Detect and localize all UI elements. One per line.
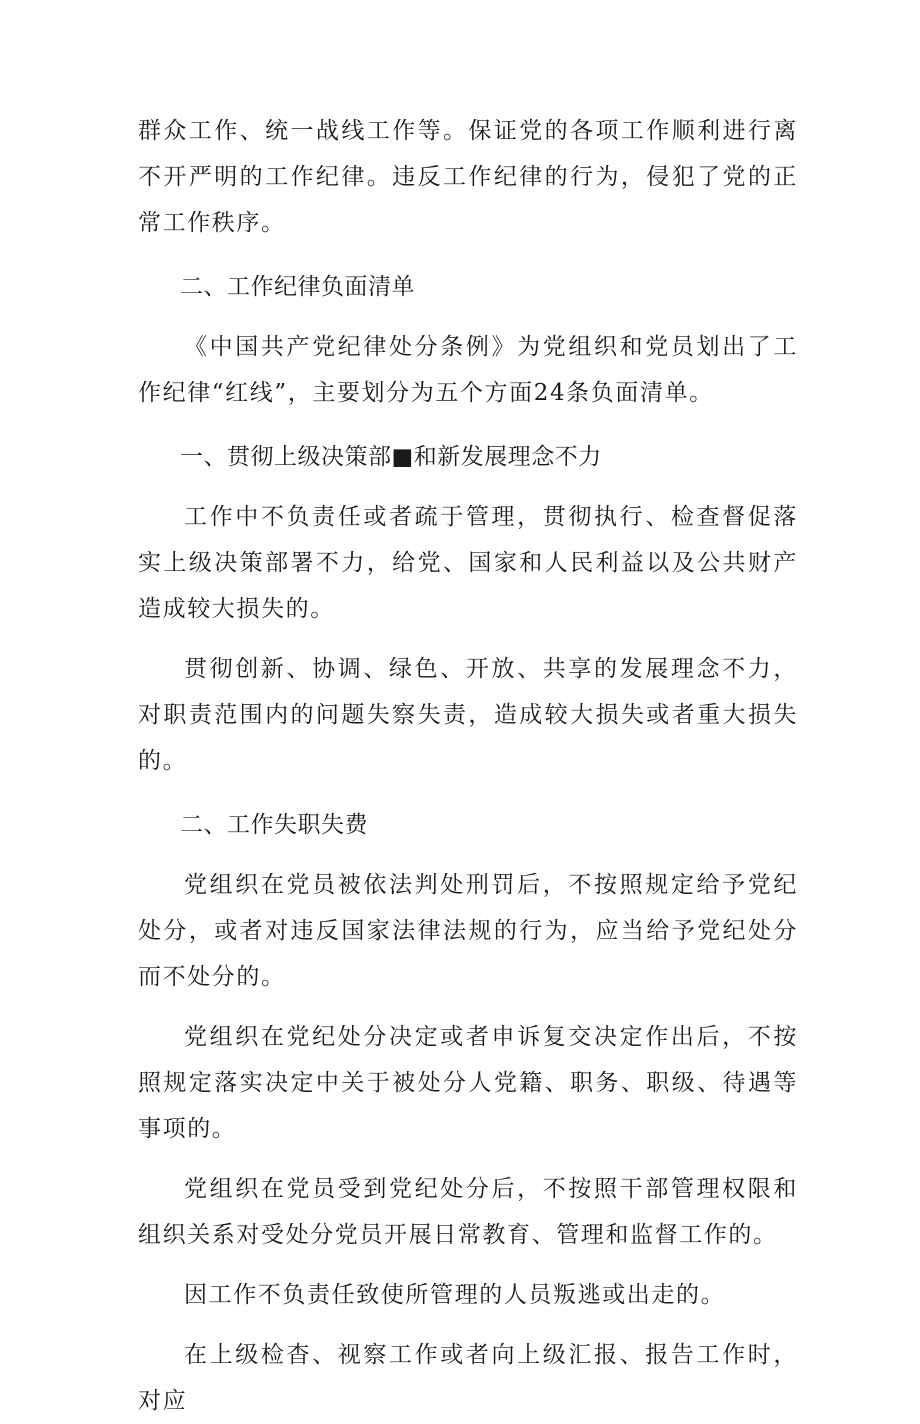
document-page xyxy=(138,108,798,1424)
paragraph-dereliction-3: 党组织在党员受到党纪处分后，不按照干部管理权限和组织关系对受处分党员开展日常教育、管理和监督工作的。 xyxy=(138,1176,798,1248)
paragraph-dereliction-4: 因工作不负责任致使所管理的人员叛逃或出走的。 xyxy=(184,1282,726,1308)
paragraph-regulation-overview: 《中国共产党纪律处分条例》为党组织和党员划出了工作纪律“红线”，主要划分为五个方面24条负面清单。 xyxy=(138,334,798,406)
section-heading-work-discipline-negative-list: 二、工作纪律负面清单 xyxy=(180,274,415,300)
paragraph-implementation-2: 贯彻创新、协调、绿色、开放、共享的发展理念不力，对职责范围内的问题失察失责，造成较大损失或者重大损失的。 xyxy=(138,656,798,774)
paragraph-dereliction-2: 党组织在党纪处分决定或者申诉复交决定作出后，不按照规定落实决定中关于被处分人党籍、职务、职级、待遇等事项的。 xyxy=(138,1024,798,1142)
subsection-heading-implementation: 一、贯彻上级决策部■和新发展理念不力 xyxy=(180,444,602,470)
subsection-heading-dereliction: 二、工作失职失费 xyxy=(180,812,368,838)
paragraph-dereliction-5: 在上级检杳、视察工作或者向上级汇报、报告工作时，对应 xyxy=(138,1342,798,1414)
paragraph-implementation-1: 工作中不负责任或者疏于管理，贯彻执行、检查督促落实上级决策部署不力，给党、国家和人民利益以及公共财产造成较大损失的。 xyxy=(138,504,798,622)
paragraph-intro: 群众工作、统一战线工作等。保证党的各项工作顺利进行离不开严明的工作纪律。违反工作纪律的行为，侵犯了党的正常工作秩序。 xyxy=(138,118,798,236)
paragraph-dereliction-1: 党组织在党员被依法判处刑罚后，不按照规定给予党纪处分，或者对违反国家法律法规的行为，应当给予党纪处分而不处分的。 xyxy=(138,872,798,990)
